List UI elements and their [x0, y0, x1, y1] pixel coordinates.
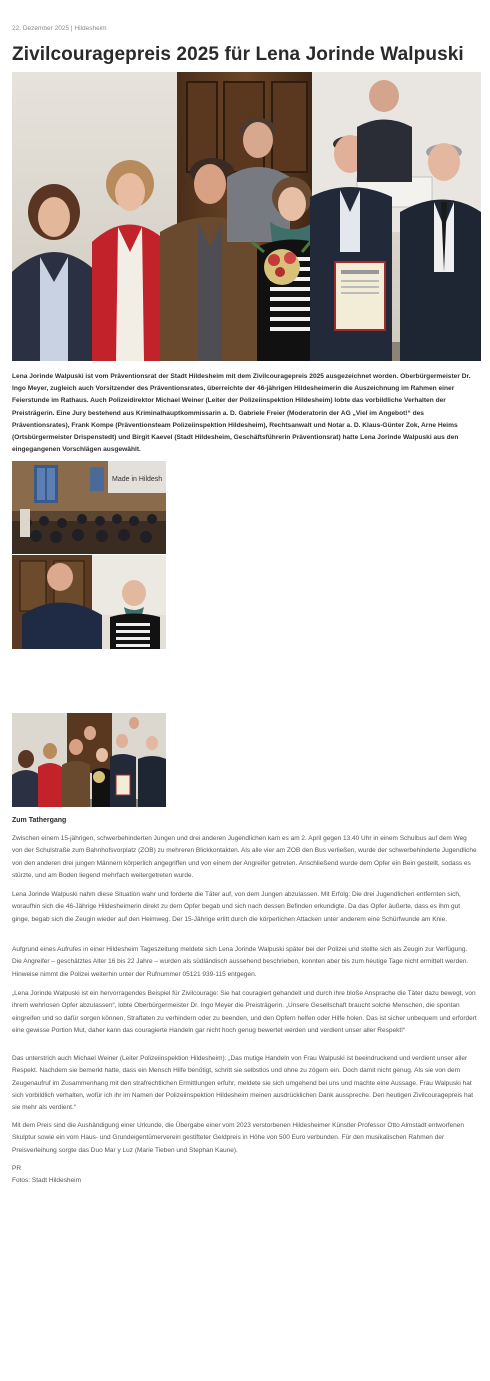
paragraph: „Lena Jorinde Walpuski ist ein hervorragendes Beispiel für Zivilcourage: Sie hat couragiert gehandelt und durch ihre bloße Ansprache die Täter dazu bewegt, von ihrem wehrlosen Opfer abzulassen“, lobte Oberbürgermeister Dr. Ingo Meyer die Preisträgerin. „Unsere Gesellschaft braucht solche Menschen, die spontan eingreifen und so dafür sorgen können, Straftaten zu verhindern oder zu beenden, und den Opfern helfen oder Hilfe holen. Das ist sicher unbequem und erfordert eine gewisse Portion Mut, daher kann das couragierte Handeln gar nicht hoch genug bewertet werden und verdient unser aller Respekt!“	[12, 990, 477, 1034]
paragraph: Mit dem Preis sind die Aushändigung einer Urkunde, die Übergabe einer vom 2023 verstorbenen Hildesheimer Künstler Professor Otto Almstadt entworfenen Skulptur sowie ein vom Haus- und Grundeigentümerverein gestifteter Geldpreis in Höhe von 500 Euro verbunden. Für den musikalischen Rahmen der Preisverleihung sorgte das Duo Mar y Luz (Marie Tieben und Stephan Kaune).	[12, 1122, 464, 1154]
paragraph: Lena Jorinde Walpuski nahm diese Situation wahr und forderte die Täter auf, von dem Jungen abzulassen. Mit Erfolg: Die drei Jugendlichen entfernten sich, woraufhin sich die 46-Jährige Hildesheimerin direkt zu dem Opfer begab und sich nach dessen Befinden erkundigte. Da das Opfer äußerte, dass es ihm gut ginge, begab sich die Zeugin wieder auf den Heimweg. Der 15-Jährige erlitt durch die körperlichen Attacken unter anderem eine Schürfwunde am Knie.	[12, 891, 461, 923]
hero-photo	[12, 72, 481, 361]
gallery-photo-handover[interactable]	[12, 555, 166, 649]
article-lead: Lena Jorinde Walpuski ist vom Präventionsrat der Stadt Hildesheim mit dem Zivilcouragepreis 2025 ausgezeichnet worden. Oberbürgermeister Dr. Ingo Meyer, zugleich auch Vorsitzender des Präventionsrates, überreichte der 46-jährigen Hildesheimerin die Auszeichnung im Rahmen einer Feierstunde im Rathaus. Auch Polizeidirektor Michael Weiner (Leiter der Polizeiinspektion Hildesheim) lobte das vorbildliche Verhalten der Preisträgerin. Eine Jury bestehend aus Kriminalhauptkommissarin a. D. Gabriele Freier (Moderatorin der AG „Viel im Angebot!“ des Präventionsrates), Frank Kompe (Präventionsteam Polizeiinspektion Hildesheim), Rechtsanwalt und Notar a. D. Klaus-Günter Zok, Arne Heims (Ortsbürgermeister Drispenstedt) und Birgit Kaevel (Stadt Hildesheim, Geschäftsführerin Präventionsrat) hatte Lena Jorinde Walpuski aus den eingegangenen Vorschlägen ausgewählt.	[12, 373, 471, 454]
photo-credit: Fotos: Stadt Hildesheim	[12, 1177, 82, 1184]
paragraph: Zwischen einem 15-jährigen, schwerbehinderten Jungen und drei anderen Jugendlichen kam es am 2. April gegen 13.40 Uhr in einem Schulbus auf dem Weg von der Schulstraße zum Bahnhofsvorplatz (ZOB) zu mehreren Blickkontakten. Als alle vier am ZOB den Bus verließen, wurde der schwerbehinderte Jugendliche von den anderen drei jungen Männern körperlich angegriffen und von einem der Angreifer getreten. Anschließend wurde dem Opfer ein Bein gestellt, sodass es stürzte, und am Boden liegend mehrfach weitergetreten wurde.	[12, 835, 477, 879]
category-link[interactable]: Hildesheim	[74, 25, 107, 32]
section-heading: Zum Tathergang	[12, 817, 67, 824]
article-title: Zivilcouragepreis 2025 für Lena Jorinde Walpuski	[12, 44, 464, 65]
article-meta	[12, 25, 107, 32]
author-credit: PR	[12, 1165, 22, 1172]
gallery-photo-audience[interactable]	[12, 461, 166, 554]
article-date: 22. Dezember 2025	[12, 25, 70, 32]
gallery-photo-group[interactable]	[12, 713, 166, 807]
banner-text: Made in Hildesh	[112, 476, 163, 483]
meta-separator: |	[70, 25, 73, 32]
article-credits	[12, 1163, 81, 1187]
paragraph: Das unterstrich auch Michael Weiner (Leiter Polizeiinspektion Hildesheim): „Das mutige Handeln von Frau Walpuski ist beeindruckend und verdient unser aller Respekt. Nachdem sie bemerkt hatte, dass ein Mensch Hilfe benötigt, schritt sie selbstlos und ohne zu zögern ein. Doch damit nicht genug. Als sie von dem Zeugenaufruf im Zusammenhang mit den strafrechtlichen Ermittlungen erfuhr, meldete sie sich umgehend bei uns und machte eine Aussage. Frau Walpuski hat sich vorbildlich verhalten, wofür ich ihr im Namen der Polizeiinspektion Hildesheim meinen ausdrücklichen Dank ausspreche. Den heutigen Zivilcouragepreis hat sie mehr als verdient.“	[12, 1055, 474, 1112]
paragraph: Aufgrund eines Aufrufes in einer Hildesheim Tageszeitung meldete sich Lena Jorinde Walpuski später bei der Polizei und stellte sich als Zeugin zur Verfügung. Die Angreifer – geschätztes Alter 16 bis 22 Jahre – wurden als südländisch aussehend beschrieben, konnten aber bis zum heutige Tage nicht ermittelt werden. Hinweise nimmt die Polizei weiterhin unter der Rufnummer 05121 939-115 entgegen.	[12, 946, 469, 978]
